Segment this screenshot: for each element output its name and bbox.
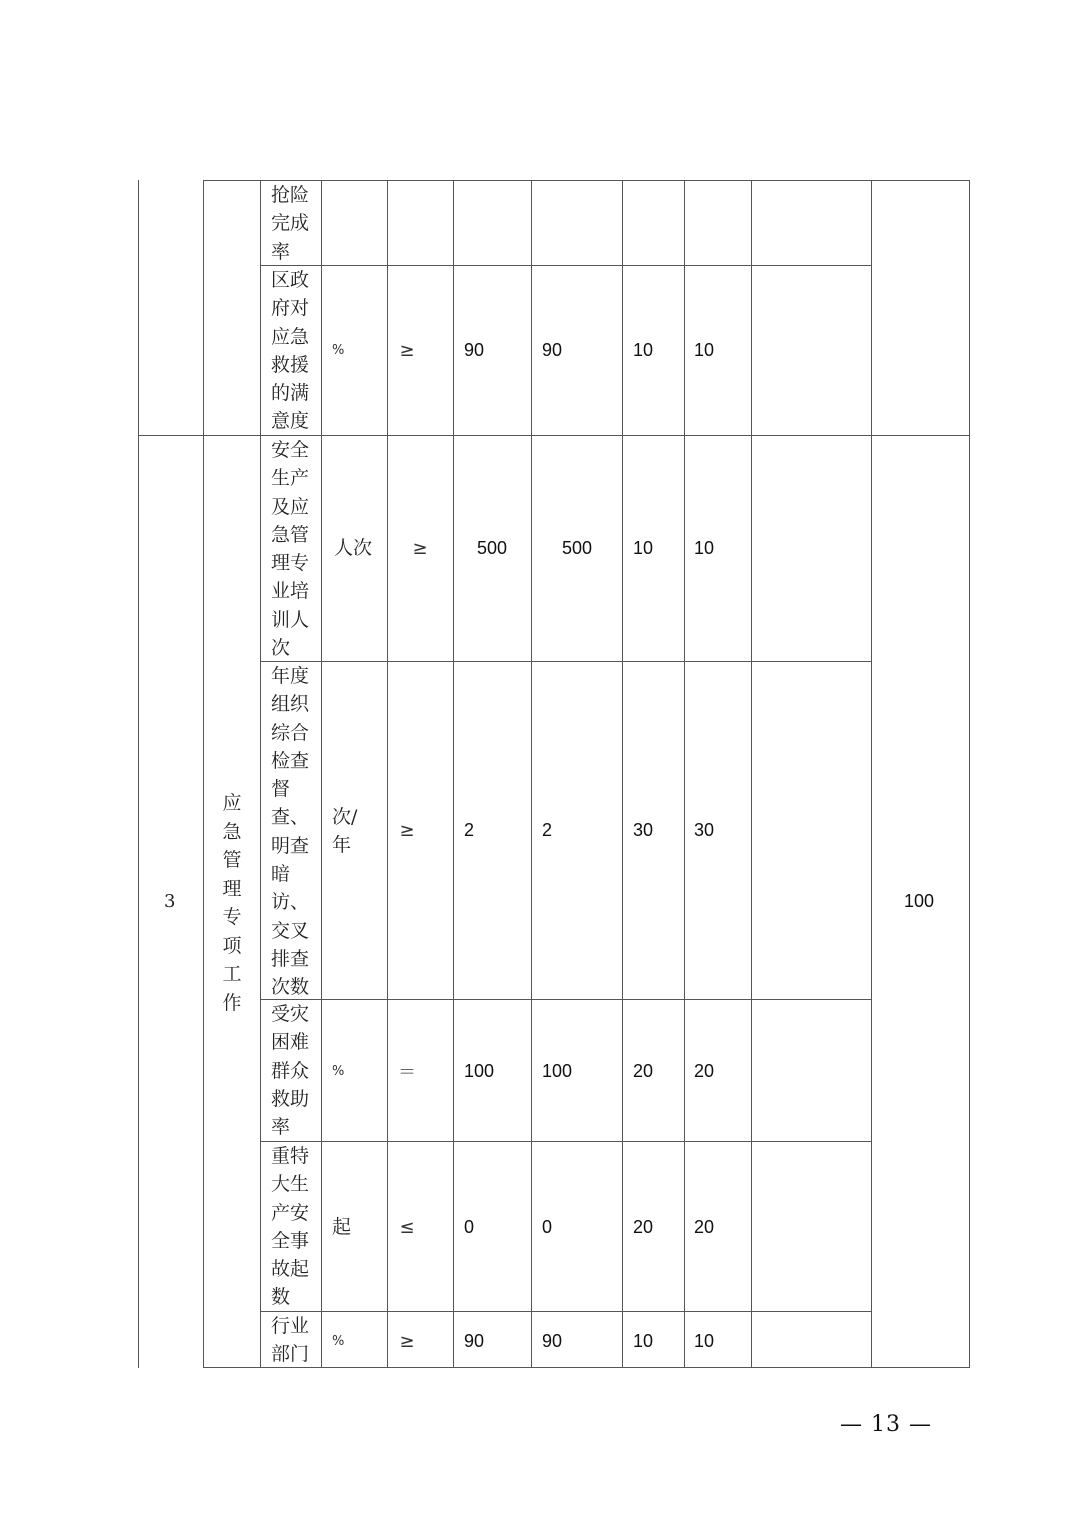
target-value-cell: 0: [464, 1216, 475, 1237]
operator-cell: ≥: [399, 1330, 415, 1352]
table-border-top: [203, 180, 970, 181]
table-col-line: [751, 180, 752, 1368]
operator-cell: ≥: [412, 537, 428, 559]
actual-value-cell: 500: [562, 537, 593, 558]
table-col-line: [453, 180, 454, 1368]
table-col-line: [321, 180, 322, 1368]
unit-cell: %: [332, 1063, 345, 1079]
actual-value-cell: 2: [542, 819, 553, 840]
unit-cell: %: [332, 342, 345, 358]
score-cell: 30: [694, 819, 715, 840]
table-border-bottom: [203, 1367, 970, 1368]
weight-cell: 20: [633, 1060, 654, 1081]
page-number: — 13 —: [840, 1412, 932, 1437]
target-value-cell: 90: [464, 339, 485, 360]
score-cell: 10: [694, 339, 715, 360]
unit-cell: 次/年: [332, 806, 358, 856]
category-cell: 应急管理专项工作: [222, 792, 242, 1014]
target-value-cell: 500: [477, 537, 508, 558]
indicator-cell: 受灾困难群众救助率: [271, 1003, 310, 1139]
unit-cell: 人次: [334, 537, 373, 559]
table-col-line: [622, 180, 623, 1368]
target-value-cell: 90: [464, 1330, 485, 1351]
table-col-line: [531, 180, 532, 1368]
target-value-cell: 2: [464, 819, 475, 840]
indicator-cell: 行业部门: [271, 1315, 310, 1366]
table-row-line: [260, 661, 872, 662]
score-cell: 20: [694, 1060, 715, 1081]
weight-cell: 10: [633, 537, 654, 558]
table-col-line: [684, 180, 685, 1368]
table-border-right: [969, 180, 970, 1368]
indicator-cell: 抢险完成率: [271, 184, 310, 263]
indicator-cell: 重特大生产安全事故起数: [271, 1145, 310, 1309]
table-row-line: [260, 1141, 872, 1142]
sequence-number: 3: [164, 891, 176, 912]
actual-value-cell: 90: [542, 1330, 563, 1351]
table-col-line: [203, 180, 204, 1368]
table-row-line: [260, 265, 872, 266]
score-cell: 10: [694, 537, 715, 558]
table-row-line: [138, 435, 970, 436]
table-col-line: [871, 180, 872, 1368]
score-cell: 10: [694, 1330, 715, 1351]
indicator-cell: 安全生产及应急管理专业培训人次: [271, 439, 310, 660]
operator-cell: ≥: [399, 339, 415, 361]
total-score-cell: 100: [904, 891, 935, 911]
table-row-line: [260, 999, 872, 1000]
weight-cell: 10: [633, 339, 654, 360]
operator-cell: ≥: [399, 819, 415, 841]
table-row-line: [260, 1311, 872, 1312]
indicator-cell: 区政府对应急救援的满意度: [271, 269, 310, 433]
actual-value-cell: 90: [542, 339, 563, 360]
table-col-line: [260, 180, 261, 1368]
weight-cell: 20: [633, 1216, 654, 1237]
actual-value-cell: 100: [542, 1060, 573, 1081]
actual-value-cell: 0: [542, 1216, 553, 1237]
operator-cell: ＝: [398, 1062, 416, 1083]
unit-cell: %: [332, 1333, 345, 1349]
weight-cell: 30: [633, 819, 654, 840]
indicator-cell: 年度组织综合检查督查、明查暗访、交叉排查次数: [271, 665, 310, 999]
weight-cell: 10: [633, 1330, 654, 1351]
unit-cell: 起: [332, 1216, 352, 1238]
target-value-cell: 100: [464, 1060, 495, 1081]
score-cell: 20: [694, 1216, 715, 1237]
operator-cell: ≤: [399, 1216, 415, 1238]
table-border-left: [138, 180, 139, 1368]
